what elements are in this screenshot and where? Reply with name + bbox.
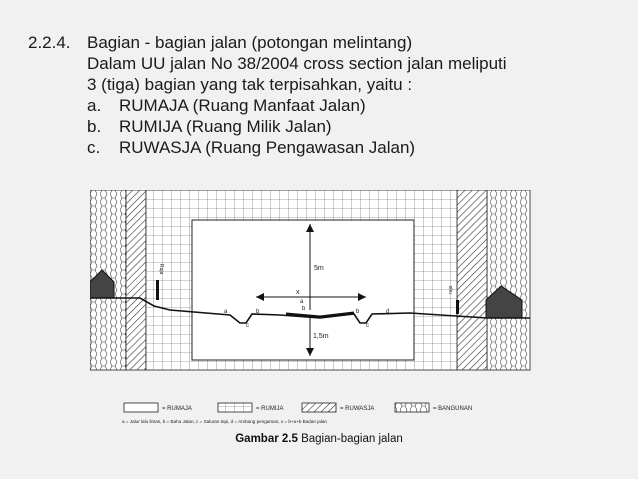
legend-notes: a = Jalur lalu lintas, b = Bahu Jalan, c = Saluran tepi, d = Ambang pengaman, x = b+a+b Badan jalan <box>122 419 327 424</box>
part-label: b <box>256 309 260 315</box>
caption-label: Gambar 2.5 <box>235 433 298 445</box>
part-label: b <box>302 306 306 312</box>
part-label: a <box>300 299 304 305</box>
part-label: c <box>366 323 369 329</box>
list-marker: b. <box>87 117 102 136</box>
ruwasja-right <box>457 190 487 370</box>
height-dimension-label: 5m <box>314 265 324 272</box>
legend-label: = RUMAJA <box>162 406 192 412</box>
list-marker: c. <box>87 138 101 157</box>
road-cross-section-diagram <box>90 190 550 426</box>
marker-left-post <box>156 280 159 300</box>
list-item-text: RUWASJA (Ruang Pengawasan Jalan) <box>119 138 416 157</box>
marker-right-post <box>456 300 459 314</box>
part-label: a <box>224 309 228 315</box>
legend-swatch-bangunan <box>395 403 429 412</box>
legend-swatch-ruwasja <box>302 403 336 412</box>
legend-label: = RUWASJA <box>340 406 375 412</box>
list-marker: a. <box>87 96 102 115</box>
list-item <box>28 137 507 158</box>
depth-dimension-label: 1,5m <box>313 333 329 340</box>
section-heading <box>28 32 507 53</box>
section-text <box>28 32 507 158</box>
legend-swatch-rumaja <box>124 403 158 412</box>
legend-swatch-rumija <box>218 403 252 412</box>
width-dimension-label: x <box>296 289 300 296</box>
legend-label: = RUMIJA <box>256 406 284 412</box>
list-item <box>28 95 507 116</box>
rumaja-area <box>192 220 414 360</box>
list-item-text: RUMAJA (Ruang Manfaat Jalan) <box>119 96 366 115</box>
intro-line-2: 3 (tiga) bagian yang tak terpisahkan, yaitu : <box>87 75 413 94</box>
figure-caption <box>0 433 638 445</box>
part-label: c <box>246 323 249 329</box>
part-label: b <box>356 309 360 315</box>
legend-label: = BANGUNAN <box>433 406 473 412</box>
marker-left-label: Ruja <box>158 264 164 275</box>
section-number: 2.2.4. <box>28 33 71 52</box>
list-item-text: RUMIJA (Ruang Milik Jalan) <box>119 117 332 136</box>
building-right <box>487 190 530 370</box>
intro-line-1: Dalam UU jalan No 38/2004 cross section jalan meliputi <box>87 54 507 73</box>
list-item <box>28 116 507 137</box>
part-label: d <box>386 309 390 315</box>
caption-text: Bagian-bagian jalan <box>301 433 403 445</box>
marker-right-label: ruja <box>448 285 454 294</box>
ruwasja-left <box>126 190 146 370</box>
section-title: Bagian - bagian jalan (potongan melintang) <box>87 33 413 52</box>
